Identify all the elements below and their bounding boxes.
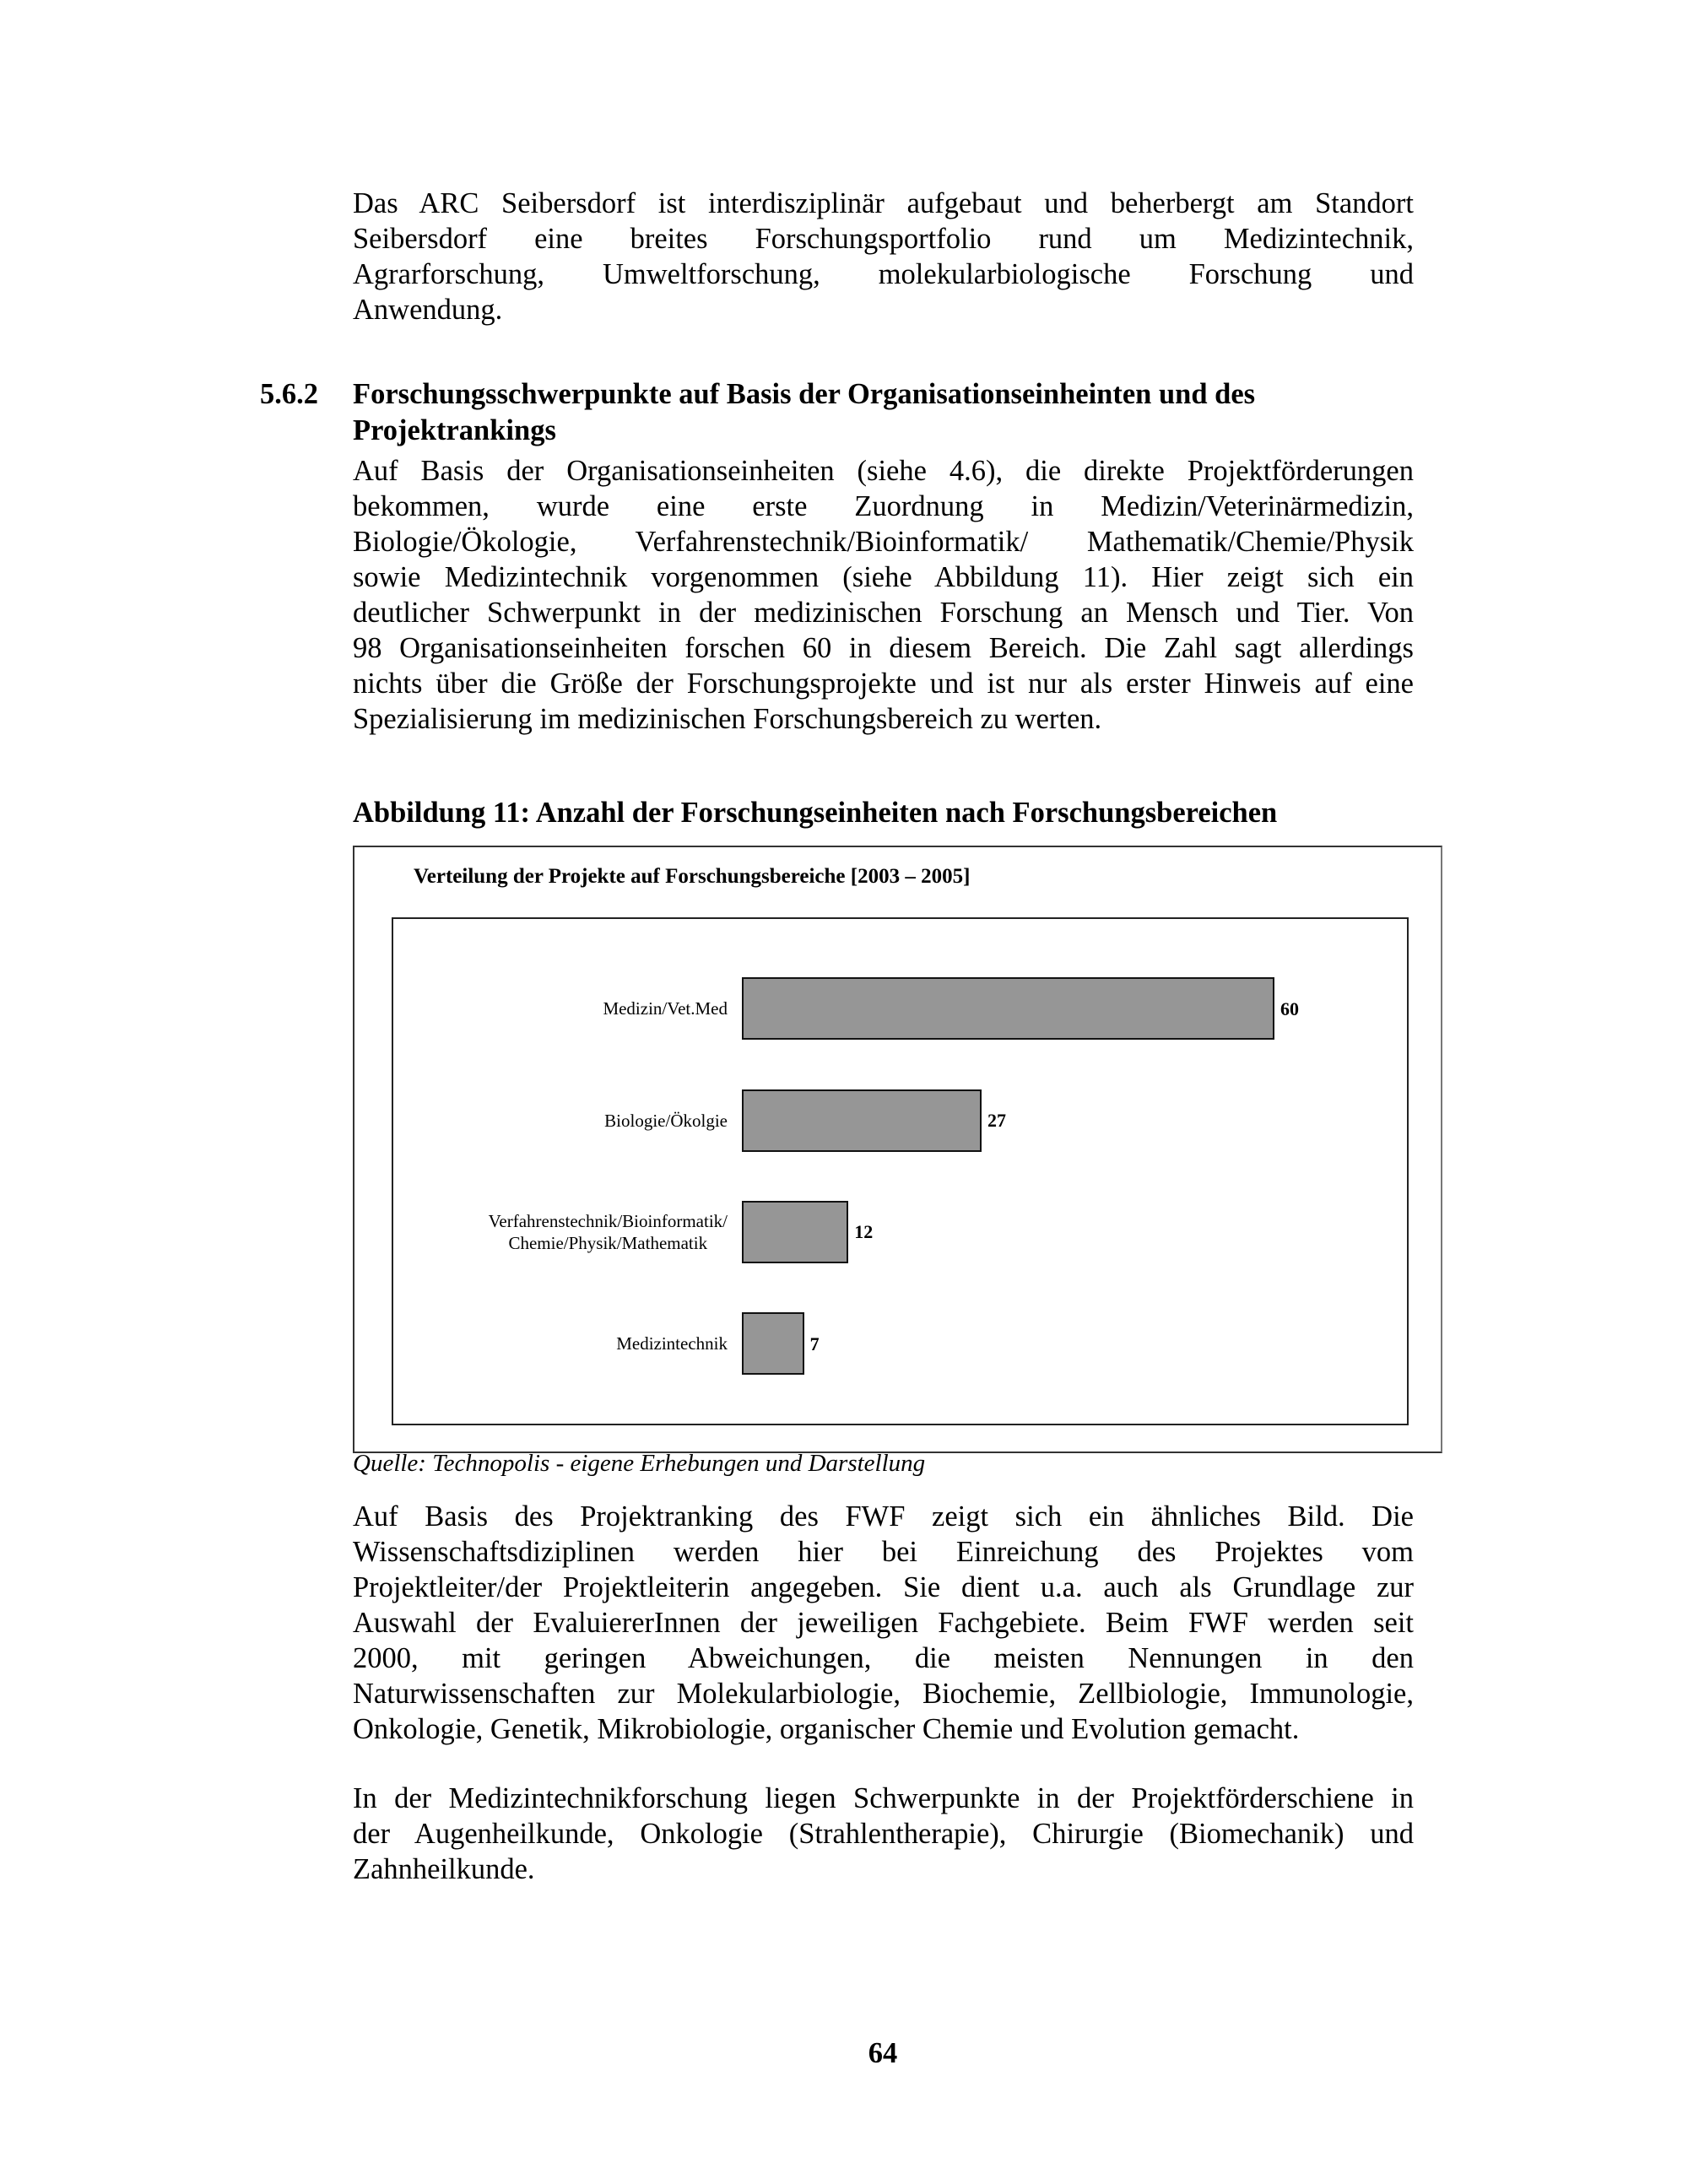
text-line: Seibersdorf eine breites Forschungsportfolio rund um Medizintechnik, [353, 223, 1414, 255]
section-heading-line: Forschungsschwerpunkte auf Basis der Organisationseinheinten und des [353, 378, 1256, 410]
text-line: deutlicher Schwerpunkt in der medizinischen Forschung an Mensch und Tier. Von [353, 597, 1414, 629]
text-line: Auf Basis der Organisationseinheiten (siehe 4.6), die direkte Projektförderungen [353, 455, 1414, 487]
text-line: Das ARC Seibersdorf ist interdisziplinär aufgebaut und beherbergt am Standort [353, 187, 1414, 219]
bar-label-verfahrenstechnik [489, 1210, 728, 1254]
text-line: Onkologie, Genetik, Mikrobiologie, organischer Chemie und Evolution gemacht. [353, 1713, 1300, 1745]
text-line: Auf Basis des Projektranking des FWF zeigt sich ein ähnliches Bild. Die [353, 1500, 1414, 1533]
text-line: 2000, mit geringen Abweichungen, die meisten Nennungen in den [353, 1642, 1414, 1674]
figure-source: Quelle: Technopolis - eigene Erhebungen und Darstellung [353, 1450, 926, 1477]
page-number: 64 [868, 2037, 898, 2069]
bar-value-verfahrenstechnik: 12 [854, 1221, 874, 1242]
bar-label-medizin: Medizin/Vet.Med [603, 998, 728, 1019]
text-line: Agrarforschung, Umweltforschung, molekularbiologische Forschung und [353, 258, 1414, 290]
bar-label-line: Chemie/Physik/Mathematik [508, 1233, 708, 1253]
text-line: bekommen, wurde eine erste Zuordnung in Medizin/Veterinärmedizin, [353, 490, 1414, 522]
bar-medizin [742, 977, 1274, 1040]
text-line: Biologie/Ökologie, Verfahrenstechnik/Bioinformatik/ Mathematik/Chemie/Physik [353, 526, 1414, 558]
figure-caption: Abbildung 11: Anzahl der Forschungseinheiten nach Forschungsbereichen [353, 797, 1278, 829]
bar-label-line: Verfahrenstechnik/Bioinformatik/ [488, 1211, 728, 1231]
intro-paragraph [353, 186, 1414, 327]
text-line: Auswahl der EvaluiererInnen der jeweiligen Fachgebiete. Beim FWF werden seit [353, 1607, 1414, 1639]
text-line: Anwendung. [353, 294, 503, 326]
text-line: Projektleiter/der Projektleiterin angegeben. Sie dient u.a. auch als Grundlage zur [353, 1571, 1414, 1603]
bar-verfahrenstechnik [742, 1201, 848, 1263]
closing-paragraph-2 [353, 1781, 1414, 1887]
chart-title: Verteilung der Projekte auf Forschungsbereiche [2003 – 2005] [414, 865, 971, 888]
text-line: Naturwissenschaften zur Molekularbiologie, Biochemie, Zellbiologie, Immunologie, [353, 1678, 1414, 1710]
text-line: In der Medizintechnikforschung liegen Schwerpunkte in der Projektförderschiene in [353, 1782, 1414, 1814]
bar-label-biologie: Biologie/Ökolgie [604, 1111, 728, 1131]
text-line: Zahnheilkunde. [353, 1853, 535, 1885]
closing-paragraph-1 [353, 1499, 1414, 1747]
text-line: nichts über die Größe der Forschungsprojekte und ist nur als erster Hinweis auf eine [353, 668, 1414, 700]
section-number: 5.6.2 [260, 378, 318, 410]
section-paragraph [353, 453, 1414, 737]
bar-value-medizin: 60 [1280, 998, 1299, 1019]
bar-medizintechnik [742, 1312, 804, 1375]
section-heading [353, 376, 1414, 449]
bar-label-medizintechnik: Medizintechnik [616, 1333, 728, 1354]
text-line: Wissenschaftsdiziplinen werden hier bei Einreichung des Projektes vom [353, 1536, 1414, 1568]
bar-value-biologie: 27 [987, 1110, 1006, 1131]
bar-biologie [742, 1089, 982, 1152]
bar-value-medizintechnik: 7 [809, 1333, 820, 1354]
text-line: der Augenheilkunde, Onkologie (Strahlentherapie), Chirurgie (Biomechanik) und [353, 1818, 1414, 1850]
text-line: Spezialisierung im medizinischen Forschungsbereich zu werten. [353, 703, 1102, 735]
text-line: sowie Medizintechnik vorgenommen (siehe Abbildung 11). Hier zeigt sich ein [353, 561, 1414, 593]
text-line: 98 Organisationseinheiten forschen 60 in diesem Bereich. Die Zahl sagt allerdings [353, 632, 1414, 664]
section-heading-line: Projektrankings [353, 414, 556, 446]
